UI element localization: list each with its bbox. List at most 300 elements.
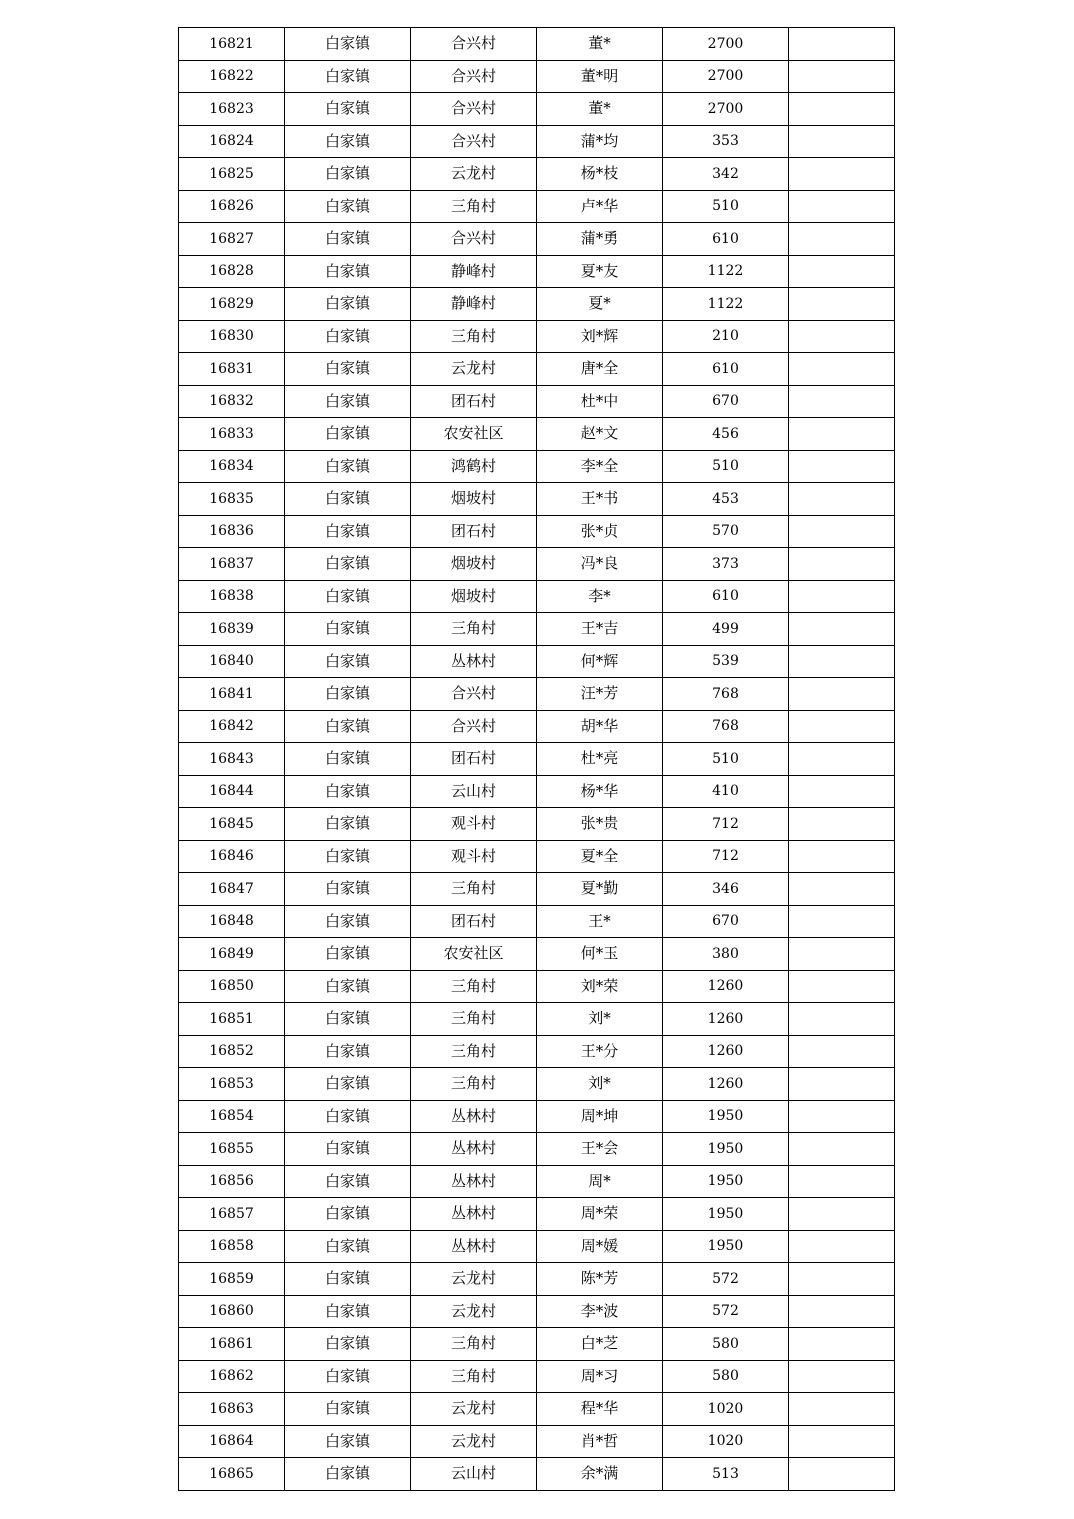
- name-cell: 程*华: [537, 1393, 663, 1426]
- name-cell: 董*: [537, 93, 663, 126]
- name-cell: 刘*辉: [537, 320, 663, 353]
- name-cell: 何*辉: [537, 645, 663, 678]
- village-cell: 团石村: [411, 743, 537, 776]
- amount-cell: 499: [663, 613, 789, 646]
- amount-cell: 768: [663, 678, 789, 711]
- amount-cell: 572: [663, 1295, 789, 1328]
- amount-cell: 1950: [663, 1133, 789, 1166]
- village-cell: 三角村: [411, 320, 537, 353]
- name-cell: 赵*文: [537, 418, 663, 451]
- town-cell: 白家镇: [285, 613, 411, 646]
- id-cell: 16840: [179, 645, 285, 678]
- note-cell: [789, 255, 895, 288]
- name-cell: 王*: [537, 905, 663, 938]
- table-row: [179, 385, 895, 418]
- amount-cell: 1950: [663, 1230, 789, 1263]
- amount-cell: 510: [663, 190, 789, 223]
- note-cell: [789, 1198, 895, 1231]
- name-cell: 周*习: [537, 1360, 663, 1393]
- id-cell: 16838: [179, 580, 285, 613]
- name-cell: 周*坤: [537, 1100, 663, 1133]
- note-cell: [789, 28, 895, 61]
- id-cell: 16863: [179, 1393, 285, 1426]
- town-cell: 白家镇: [285, 1133, 411, 1166]
- village-cell: 烟坡村: [411, 580, 537, 613]
- village-cell: 静峰村: [411, 255, 537, 288]
- village-cell: 合兴村: [411, 223, 537, 256]
- id-cell: 16839: [179, 613, 285, 646]
- amount-cell: 456: [663, 418, 789, 451]
- note-cell: [789, 288, 895, 321]
- town-cell: 白家镇: [285, 548, 411, 581]
- village-cell: 三角村: [411, 1328, 537, 1361]
- table-row: [179, 515, 895, 548]
- note-cell: [789, 1393, 895, 1426]
- village-cell: 云龙村: [411, 1393, 537, 1426]
- name-cell: 李*全: [537, 450, 663, 483]
- village-cell: 合兴村: [411, 678, 537, 711]
- amount-cell: 1260: [663, 1035, 789, 1068]
- table-row: [179, 125, 895, 158]
- table-row: [179, 710, 895, 743]
- id-cell: 16824: [179, 125, 285, 158]
- town-cell: 白家镇: [285, 288, 411, 321]
- village-cell: 云山村: [411, 1458, 537, 1491]
- table-row: [179, 1165, 895, 1198]
- amount-cell: 712: [663, 840, 789, 873]
- town-cell: 白家镇: [285, 580, 411, 613]
- village-cell: 云龙村: [411, 1263, 537, 1296]
- note-cell: [789, 808, 895, 841]
- town-cell: 白家镇: [285, 1035, 411, 1068]
- village-cell: 三角村: [411, 190, 537, 223]
- note-cell: [789, 483, 895, 516]
- table-row: [179, 158, 895, 191]
- table-row: [179, 1328, 895, 1361]
- name-cell: 唐*全: [537, 353, 663, 386]
- amount-cell: 1020: [663, 1393, 789, 1426]
- village-cell: 合兴村: [411, 125, 537, 158]
- village-cell: 丛林村: [411, 1230, 537, 1263]
- id-cell: 16857: [179, 1198, 285, 1231]
- town-cell: 白家镇: [285, 320, 411, 353]
- id-cell: 16842: [179, 710, 285, 743]
- table-row: [179, 678, 895, 711]
- table-row: [179, 483, 895, 516]
- table-row: [179, 418, 895, 451]
- id-cell: 16847: [179, 873, 285, 906]
- amount-cell: 572: [663, 1263, 789, 1296]
- amount-cell: 1260: [663, 970, 789, 1003]
- name-cell: 陈*芳: [537, 1263, 663, 1296]
- note-cell: [789, 1328, 895, 1361]
- town-cell: 白家镇: [285, 938, 411, 971]
- table-row: [179, 1458, 895, 1491]
- village-cell: 三角村: [411, 1068, 537, 1101]
- table-row: [179, 840, 895, 873]
- name-cell: 董*: [537, 28, 663, 61]
- table-row: [179, 190, 895, 223]
- amount-cell: 1950: [663, 1198, 789, 1231]
- town-cell: 白家镇: [285, 743, 411, 776]
- id-cell: 16823: [179, 93, 285, 126]
- name-cell: 张*贵: [537, 808, 663, 841]
- table-row: [179, 645, 895, 678]
- amount-cell: 510: [663, 743, 789, 776]
- village-cell: 观斗村: [411, 808, 537, 841]
- village-cell: 三角村: [411, 1003, 537, 1036]
- table-row: [179, 808, 895, 841]
- note-cell: [789, 320, 895, 353]
- village-cell: 丛林村: [411, 1165, 537, 1198]
- id-cell: 16821: [179, 28, 285, 61]
- name-cell: 何*玉: [537, 938, 663, 971]
- town-cell: 白家镇: [285, 1165, 411, 1198]
- name-cell: 刘*: [537, 1003, 663, 1036]
- village-cell: 云龙村: [411, 1425, 537, 1458]
- amount-cell: 610: [663, 223, 789, 256]
- name-cell: 蒲*均: [537, 125, 663, 158]
- name-cell: 杜*中: [537, 385, 663, 418]
- town-cell: 白家镇: [285, 28, 411, 61]
- amount-cell: 510: [663, 450, 789, 483]
- table-row: [179, 93, 895, 126]
- amount-cell: 410: [663, 775, 789, 808]
- village-cell: 三角村: [411, 1035, 537, 1068]
- note-cell: [789, 1165, 895, 1198]
- town-cell: 白家镇: [285, 223, 411, 256]
- id-cell: 16833: [179, 418, 285, 451]
- town-cell: 白家镇: [285, 970, 411, 1003]
- town-cell: 白家镇: [285, 1068, 411, 1101]
- note-cell: [789, 1035, 895, 1068]
- town-cell: 白家镇: [285, 905, 411, 938]
- table-row: [179, 1360, 895, 1393]
- note-cell: [789, 580, 895, 613]
- town-cell: 白家镇: [285, 450, 411, 483]
- town-cell: 白家镇: [285, 1230, 411, 1263]
- name-cell: 张*贞: [537, 515, 663, 548]
- town-cell: 白家镇: [285, 678, 411, 711]
- town-cell: 白家镇: [285, 385, 411, 418]
- note-cell: [789, 1068, 895, 1101]
- town-cell: 白家镇: [285, 418, 411, 451]
- note-cell: [789, 613, 895, 646]
- note-cell: [789, 1003, 895, 1036]
- note-cell: [789, 385, 895, 418]
- village-cell: 三角村: [411, 970, 537, 1003]
- village-cell: 合兴村: [411, 60, 537, 93]
- note-cell: [789, 775, 895, 808]
- note-cell: [789, 1295, 895, 1328]
- town-cell: 白家镇: [285, 483, 411, 516]
- name-cell: 肖*哲: [537, 1425, 663, 1458]
- village-cell: 农安社区: [411, 418, 537, 451]
- town-cell: 白家镇: [285, 1263, 411, 1296]
- id-cell: 16861: [179, 1328, 285, 1361]
- name-cell: 胡*华: [537, 710, 663, 743]
- name-cell: 杜*亮: [537, 743, 663, 776]
- village-cell: 农安社区: [411, 938, 537, 971]
- note-cell: [789, 1425, 895, 1458]
- amount-cell: 768: [663, 710, 789, 743]
- id-cell: 16852: [179, 1035, 285, 1068]
- name-cell: 余*满: [537, 1458, 663, 1491]
- amount-cell: 1122: [663, 288, 789, 321]
- name-cell: 夏*: [537, 288, 663, 321]
- name-cell: 杨*华: [537, 775, 663, 808]
- amount-cell: 670: [663, 385, 789, 418]
- table-row: [179, 970, 895, 1003]
- amount-cell: 2700: [663, 93, 789, 126]
- id-cell: 16864: [179, 1425, 285, 1458]
- amount-cell: 610: [663, 353, 789, 386]
- id-cell: 16841: [179, 678, 285, 711]
- amount-cell: 1260: [663, 1068, 789, 1101]
- town-cell: 白家镇: [285, 1198, 411, 1231]
- note-cell: [789, 60, 895, 93]
- note-cell: [789, 840, 895, 873]
- note-cell: [789, 710, 895, 743]
- village-cell: 烟坡村: [411, 483, 537, 516]
- id-cell: 16835: [179, 483, 285, 516]
- village-cell: 团石村: [411, 385, 537, 418]
- id-cell: 16850: [179, 970, 285, 1003]
- id-cell: 16830: [179, 320, 285, 353]
- note-cell: [789, 743, 895, 776]
- town-cell: 白家镇: [285, 255, 411, 288]
- note-cell: [789, 873, 895, 906]
- name-cell: 周*媛: [537, 1230, 663, 1263]
- note-cell: [789, 450, 895, 483]
- town-cell: 白家镇: [285, 1295, 411, 1328]
- id-cell: 16846: [179, 840, 285, 873]
- table-row: [179, 353, 895, 386]
- town-cell: 白家镇: [285, 93, 411, 126]
- id-cell: 16844: [179, 775, 285, 808]
- note-cell: [789, 418, 895, 451]
- village-cell: 云龙村: [411, 158, 537, 191]
- village-cell: 团石村: [411, 905, 537, 938]
- name-cell: 王*分: [537, 1035, 663, 1068]
- note-cell: [789, 125, 895, 158]
- table-row: [179, 1035, 895, 1068]
- table-row: [179, 905, 895, 938]
- table-row: [179, 288, 895, 321]
- name-cell: 刘*荣: [537, 970, 663, 1003]
- name-cell: 夏*勤: [537, 873, 663, 906]
- amount-cell: 342: [663, 158, 789, 191]
- name-cell: 董*明: [537, 60, 663, 93]
- note-cell: [789, 223, 895, 256]
- id-cell: 16849: [179, 938, 285, 971]
- town-cell: 白家镇: [285, 808, 411, 841]
- amount-cell: 580: [663, 1360, 789, 1393]
- note-cell: [789, 515, 895, 548]
- amount-cell: 570: [663, 515, 789, 548]
- id-cell: 16855: [179, 1133, 285, 1166]
- village-cell: 三角村: [411, 613, 537, 646]
- village-cell: 云龙村: [411, 353, 537, 386]
- id-cell: 16837: [179, 548, 285, 581]
- town-cell: 白家镇: [285, 840, 411, 873]
- note-cell: [789, 1263, 895, 1296]
- town-cell: 白家镇: [285, 1100, 411, 1133]
- table-row: [179, 223, 895, 256]
- village-cell: 烟坡村: [411, 548, 537, 581]
- note-cell: [789, 905, 895, 938]
- id-cell: 16865: [179, 1458, 285, 1491]
- table-row: [179, 548, 895, 581]
- amount-cell: 380: [663, 938, 789, 971]
- note-cell: [789, 93, 895, 126]
- name-cell: 汪*芳: [537, 678, 663, 711]
- name-cell: 王*书: [537, 483, 663, 516]
- name-cell: 夏*友: [537, 255, 663, 288]
- village-cell: 云龙村: [411, 1295, 537, 1328]
- table-row: [179, 60, 895, 93]
- table-body: [179, 28, 895, 1491]
- town-cell: 白家镇: [285, 710, 411, 743]
- note-cell: [789, 645, 895, 678]
- table-row: [179, 1263, 895, 1296]
- amount-cell: 1020: [663, 1425, 789, 1458]
- town-cell: 白家镇: [285, 515, 411, 548]
- id-cell: 16851: [179, 1003, 285, 1036]
- amount-cell: 346: [663, 873, 789, 906]
- note-cell: [789, 548, 895, 581]
- village-cell: 观斗村: [411, 840, 537, 873]
- village-cell: 团石村: [411, 515, 537, 548]
- table-row: [179, 1133, 895, 1166]
- amount-cell: 513: [663, 1458, 789, 1491]
- table-row: [179, 1100, 895, 1133]
- id-cell: 16831: [179, 353, 285, 386]
- name-cell: 夏*全: [537, 840, 663, 873]
- table-row: [179, 1425, 895, 1458]
- table-row: [179, 743, 895, 776]
- amount-cell: 2700: [663, 28, 789, 61]
- town-cell: 白家镇: [285, 1458, 411, 1491]
- town-cell: 白家镇: [285, 1425, 411, 1458]
- id-cell: 16834: [179, 450, 285, 483]
- name-cell: 冯*良: [537, 548, 663, 581]
- id-cell: 16858: [179, 1230, 285, 1263]
- id-cell: 16848: [179, 905, 285, 938]
- amount-cell: 580: [663, 1328, 789, 1361]
- table-row: [179, 1295, 895, 1328]
- name-cell: 李*波: [537, 1295, 663, 1328]
- amount-cell: 373: [663, 548, 789, 581]
- id-cell: 16832: [179, 385, 285, 418]
- id-cell: 16862: [179, 1360, 285, 1393]
- amount-cell: 1950: [663, 1100, 789, 1133]
- id-cell: 16822: [179, 60, 285, 93]
- note-cell: [789, 678, 895, 711]
- name-cell: 白*芝: [537, 1328, 663, 1361]
- note-cell: [789, 970, 895, 1003]
- village-cell: 三角村: [411, 1360, 537, 1393]
- town-cell: 白家镇: [285, 190, 411, 223]
- table-row: [179, 1198, 895, 1231]
- table-row: [179, 1230, 895, 1263]
- table-row: [179, 320, 895, 353]
- amount-cell: 610: [663, 580, 789, 613]
- village-cell: 合兴村: [411, 28, 537, 61]
- table-row: [179, 613, 895, 646]
- note-cell: [789, 353, 895, 386]
- name-cell: 王*吉: [537, 613, 663, 646]
- village-cell: 静峰村: [411, 288, 537, 321]
- id-cell: 16845: [179, 808, 285, 841]
- village-cell: 丛林村: [411, 1198, 537, 1231]
- town-cell: 白家镇: [285, 158, 411, 191]
- town-cell: 白家镇: [285, 353, 411, 386]
- village-cell: 丛林村: [411, 1100, 537, 1133]
- name-cell: 卢*华: [537, 190, 663, 223]
- name-cell: 周*荣: [537, 1198, 663, 1231]
- amount-cell: 210: [663, 320, 789, 353]
- id-cell: 16860: [179, 1295, 285, 1328]
- id-cell: 16854: [179, 1100, 285, 1133]
- amount-cell: 712: [663, 808, 789, 841]
- note-cell: [789, 1458, 895, 1491]
- town-cell: 白家镇: [285, 125, 411, 158]
- table-row: [179, 580, 895, 613]
- town-cell: 白家镇: [285, 1003, 411, 1036]
- id-cell: 16853: [179, 1068, 285, 1101]
- amount-cell: 453: [663, 483, 789, 516]
- id-cell: 16825: [179, 158, 285, 191]
- name-cell: 蒲*勇: [537, 223, 663, 256]
- table-row: [179, 938, 895, 971]
- name-cell: 李*: [537, 580, 663, 613]
- id-cell: 16827: [179, 223, 285, 256]
- name-cell: 杨*枝: [537, 158, 663, 191]
- table-row: [179, 1393, 895, 1426]
- name-cell: 周*: [537, 1165, 663, 1198]
- note-cell: [789, 1133, 895, 1166]
- id-cell: 16843: [179, 743, 285, 776]
- name-cell: 王*会: [537, 1133, 663, 1166]
- note-cell: [789, 158, 895, 191]
- village-cell: 鸿鹤村: [411, 450, 537, 483]
- table-row: [179, 1068, 895, 1101]
- town-cell: 白家镇: [285, 873, 411, 906]
- town-cell: 白家镇: [285, 1393, 411, 1426]
- amount-cell: 353: [663, 125, 789, 158]
- table-row: [179, 873, 895, 906]
- note-cell: [789, 1100, 895, 1133]
- amount-cell: 670: [663, 905, 789, 938]
- village-cell: 合兴村: [411, 93, 537, 126]
- village-cell: 合兴村: [411, 710, 537, 743]
- amount-cell: 1950: [663, 1165, 789, 1198]
- records-table: [178, 27, 895, 1491]
- table-row: [179, 775, 895, 808]
- id-cell: 16859: [179, 1263, 285, 1296]
- note-cell: [789, 1360, 895, 1393]
- town-cell: 白家镇: [285, 1328, 411, 1361]
- table-row: [179, 1003, 895, 1036]
- id-cell: 16836: [179, 515, 285, 548]
- table-row: [179, 450, 895, 483]
- town-cell: 白家镇: [285, 645, 411, 678]
- id-cell: 16826: [179, 190, 285, 223]
- village-cell: 丛林村: [411, 1133, 537, 1166]
- village-cell: 丛林村: [411, 645, 537, 678]
- id-cell: 16829: [179, 288, 285, 321]
